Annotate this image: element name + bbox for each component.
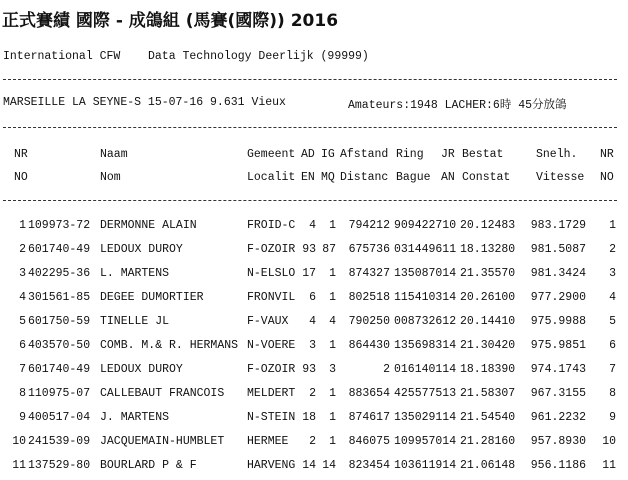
header-ad: AD xyxy=(301,148,315,161)
header-constat: Constat xyxy=(462,171,511,184)
ad-count: 4 xyxy=(309,315,316,328)
ring-number: 115410314 xyxy=(394,291,457,304)
fancier-name: COMB. M.& R. HERMANS xyxy=(100,339,239,352)
header-nr-right: NR xyxy=(600,148,614,161)
speed: 956.1186 xyxy=(530,459,586,472)
locality: HARVENG xyxy=(247,459,296,472)
member-id: 403570-50 xyxy=(28,339,91,352)
ig-count: 1 xyxy=(329,339,336,352)
arrival-time: 20.26100 xyxy=(460,291,516,304)
ring-number: 016140114 xyxy=(394,363,457,376)
arrival-time: 21.28160 xyxy=(460,435,516,448)
ig-count: 1 xyxy=(329,411,336,424)
distance: 846075 xyxy=(348,435,390,448)
distance: 874327 xyxy=(348,267,390,280)
page-title: 正式賽績 國際 - 成鴿組 (馬賽(國際)) 2016 xyxy=(2,11,339,31)
header-bestat: Bestat xyxy=(462,148,504,161)
locality: FRONVIL xyxy=(247,291,296,304)
fancier-name: LEDOUX DUROY xyxy=(100,363,183,376)
ring-number: 135087014 xyxy=(394,267,457,280)
member-id: 400517-04 xyxy=(28,411,91,424)
data-provider: Data Technology Deerlijk (99999) xyxy=(148,50,369,63)
speed: 981.5087 xyxy=(530,243,586,256)
fancier-name: TINELLE JL xyxy=(100,315,170,328)
member-id: 601740-49 xyxy=(28,363,91,376)
header-gemeente: Gemeent xyxy=(247,148,296,161)
fancier-name: DEGEE DUMORTIER xyxy=(100,291,204,304)
ring-number: 135698314 xyxy=(394,339,457,352)
row-number: 6 xyxy=(19,339,26,352)
header-an: AN xyxy=(441,171,455,184)
ring-number: 103611914 xyxy=(394,459,457,472)
arrival-time: 21.06148 xyxy=(460,459,516,472)
ig-count: 1 xyxy=(329,219,336,232)
row-number: 1 xyxy=(19,219,26,232)
fancier-name: CALLEBAUT FRANCOIS xyxy=(100,387,225,400)
header-snelh: Snelh. xyxy=(536,148,578,161)
member-id: 601750-59 xyxy=(28,315,91,328)
header-no: NO xyxy=(14,171,28,184)
header-mq: MQ xyxy=(321,171,335,184)
ring-number: 109957014 xyxy=(394,435,457,448)
ring-number: 909422710 xyxy=(394,219,457,232)
speed: 961.2232 xyxy=(530,411,586,424)
header-ring: Ring xyxy=(396,148,424,161)
distance: 794212 xyxy=(348,219,390,232)
row-number-right: 6 xyxy=(609,339,616,352)
ad-count: 18 xyxy=(302,411,316,424)
separator-top xyxy=(3,79,617,80)
row-number-right: 7 xyxy=(609,363,616,376)
member-id: 137529-80 xyxy=(28,459,91,472)
separator-body xyxy=(3,200,617,201)
ig-count: 1 xyxy=(329,267,336,280)
row-number: 9 xyxy=(19,411,26,424)
row-number: 7 xyxy=(19,363,26,376)
ad-count: 93 xyxy=(302,363,316,376)
header-nr: NR xyxy=(14,148,28,161)
header-ig: IG xyxy=(321,148,335,161)
row-number-right: 2 xyxy=(609,243,616,256)
locality: MELDERT xyxy=(247,387,296,400)
member-id: 301561-85 xyxy=(28,291,91,304)
ig-count: 4 xyxy=(329,315,336,328)
distance: 883654 xyxy=(348,387,390,400)
row-number-right: 10 xyxy=(602,435,616,448)
member-id: 601740-49 xyxy=(28,243,91,256)
ad-count: 6 xyxy=(309,291,316,304)
fancier-name: L. MARTENS xyxy=(100,267,170,280)
speed: 957.8930 xyxy=(530,435,586,448)
row-number: 8 xyxy=(19,387,26,400)
header-nom: Nom xyxy=(100,171,121,184)
ad-count: 17 xyxy=(302,267,316,280)
row-number: 5 xyxy=(19,315,26,328)
row-number-right: 8 xyxy=(609,387,616,400)
ad-count: 93 xyxy=(302,243,316,256)
header-jr: JR xyxy=(441,148,455,161)
fancier-name: BOURLARD P & F xyxy=(100,459,197,472)
speed: 975.9988 xyxy=(530,315,586,328)
distance: 2 xyxy=(383,363,390,376)
arrival-time: 18.13280 xyxy=(460,243,516,256)
ig-count: 3 xyxy=(329,363,336,376)
ring-number: 008732612 xyxy=(394,315,457,328)
ig-count: 1 xyxy=(329,435,336,448)
locality: F-OZOIR xyxy=(247,363,296,376)
ig-count: 14 xyxy=(322,459,336,472)
row-number-right: 1 xyxy=(609,219,616,232)
header-no-right: NO xyxy=(600,171,614,184)
ad-count: 3 xyxy=(309,339,316,352)
distance: 790250 xyxy=(348,315,390,328)
locality: N-STEIN xyxy=(247,411,296,424)
ring-number: 135029114 xyxy=(394,411,457,424)
ring-number: 031449611 xyxy=(394,243,457,256)
speed: 967.3155 xyxy=(530,387,586,400)
ig-count: 1 xyxy=(329,387,336,400)
distance: 675736 xyxy=(348,243,390,256)
member-id: 402295-36 xyxy=(28,267,91,280)
org-name: International CFW xyxy=(3,50,121,63)
header-distance: Distanc xyxy=(340,171,389,184)
ad-count: 2 xyxy=(309,435,316,448)
speed: 974.1743 xyxy=(530,363,586,376)
ig-count: 1 xyxy=(329,291,336,304)
race-info: MARSEILLE LA SEYNE-S 15-07-16 9.631 Vieux xyxy=(3,96,286,109)
distance: 874617 xyxy=(348,411,390,424)
ad-count: 4 xyxy=(309,219,316,232)
row-number-right: 3 xyxy=(609,267,616,280)
arrival-time: 18.18390 xyxy=(460,363,516,376)
separator-header xyxy=(3,127,617,128)
distance: 864430 xyxy=(348,339,390,352)
distance: 802518 xyxy=(348,291,390,304)
fancier-name: LEDOUX DUROY xyxy=(100,243,183,256)
arrival-time: 21.30420 xyxy=(460,339,516,352)
locality: F-VAUX xyxy=(247,315,289,328)
row-number-right: 9 xyxy=(609,411,616,424)
ring-number: 425577513 xyxy=(394,387,457,400)
locality: N-VOERE xyxy=(247,339,296,352)
release-info: Amateurs:1948 LACHER:6時 45分放鴿 xyxy=(348,99,567,112)
member-id: 110975-07 xyxy=(28,387,91,400)
locality: FROID-C xyxy=(247,219,296,232)
header-bague: Bague xyxy=(396,171,431,184)
header-vitesse: Vitesse xyxy=(536,171,585,184)
row-number-right: 4 xyxy=(609,291,616,304)
distance: 823454 xyxy=(348,459,390,472)
ig-count: 87 xyxy=(322,243,336,256)
row-number-right: 5 xyxy=(609,315,616,328)
locality: HERMEE xyxy=(247,435,289,448)
arrival-time: 20.12483 xyxy=(460,219,516,232)
arrival-time: 20.14410 xyxy=(460,315,516,328)
header-afstand: Afstand xyxy=(340,148,389,161)
member-id: 241539-09 xyxy=(28,435,91,448)
row-number: 11 xyxy=(12,459,26,472)
row-number: 2 xyxy=(19,243,26,256)
arrival-time: 21.54540 xyxy=(460,411,516,424)
speed: 975.9851 xyxy=(530,339,586,352)
row-number: 4 xyxy=(19,291,26,304)
ad-count: 14 xyxy=(302,459,316,472)
ad-count: 2 xyxy=(309,387,316,400)
locality: N-ELSLO xyxy=(247,267,296,280)
row-number: 10 xyxy=(12,435,26,448)
row-number-right: 11 xyxy=(602,459,616,472)
header-en: EN xyxy=(301,171,315,184)
header-localite: Localit xyxy=(247,171,296,184)
speed: 983.1729 xyxy=(530,219,586,232)
arrival-time: 21.58307 xyxy=(460,387,516,400)
header-naam: Naam xyxy=(100,148,128,161)
fancier-name: JACQUEMAIN-HUMBLET xyxy=(100,435,225,448)
speed: 977.2900 xyxy=(530,291,586,304)
member-id: 109973-72 xyxy=(28,219,91,232)
row-number: 3 xyxy=(19,267,26,280)
fancier-name: DERMONNE ALAIN xyxy=(100,219,197,232)
speed: 981.3424 xyxy=(530,267,586,280)
arrival-time: 21.35570 xyxy=(460,267,516,280)
fancier-name: J. MARTENS xyxy=(100,411,170,424)
locality: F-OZOIR xyxy=(247,243,296,256)
